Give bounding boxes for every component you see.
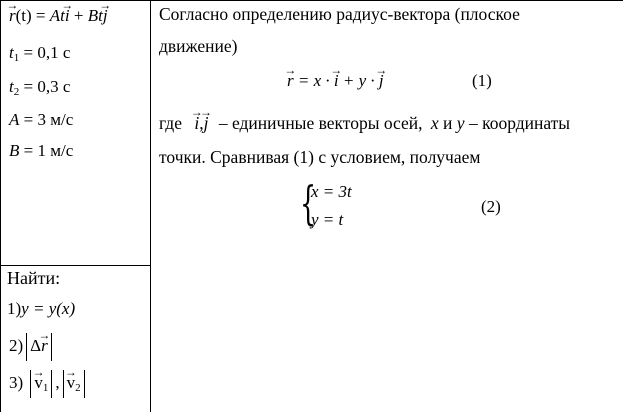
abs-bar: [84, 370, 85, 398]
solution-line-3: где → i,→ j – единичные векторы осей, x и y – координаты: [159, 113, 570, 133]
column-divider: [150, 0, 151, 412]
abs-bar: [51, 370, 52, 398]
system-brace: {: [300, 176, 317, 230]
given-t2: $t_2 = 0,3$ с: [9, 77, 71, 98]
solution-line-4: точки. Сравнивая (1) с условием, получаем: [159, 147, 481, 167]
equation-1: → r = x · → i + y · → j: [287, 71, 384, 91]
find-item-1: 1)y = y(x): [7, 299, 76, 318]
find-item-3: $3) \to v_1$ ,→ $v_2$: [9, 370, 88, 398]
find-title: Найти:: [7, 268, 61, 288]
given-formula: → r(t) = At→ i + Bt→ j: [9, 6, 108, 26]
equation-2-number: (2): [481, 197, 501, 216]
solution-line-2: движение): [159, 36, 238, 56]
given-B: B = 1 м/с: [9, 141, 74, 160]
system-line-2: y = t: [311, 210, 344, 229]
solution-line-1: Согласно определению радиус-вектора (плоское: [159, 4, 520, 24]
abs-bar: [30, 370, 31, 398]
find-divider: [0, 265, 150, 266]
abs-bar: [51, 333, 52, 361]
given-A: A = 3 м/с: [9, 110, 74, 129]
find-item-2: 2) Δ→ r: [9, 333, 55, 361]
system-line-1: x = 3t: [311, 182, 352, 201]
abs-bar: [63, 370, 64, 398]
given-t1: $t_1 = 0,1$ с: [9, 43, 71, 64]
left-border: [0, 0, 1, 412]
top-border: [0, 0, 623, 1]
abs-bar: [26, 333, 27, 361]
equation-1-number: (1): [472, 71, 492, 90]
